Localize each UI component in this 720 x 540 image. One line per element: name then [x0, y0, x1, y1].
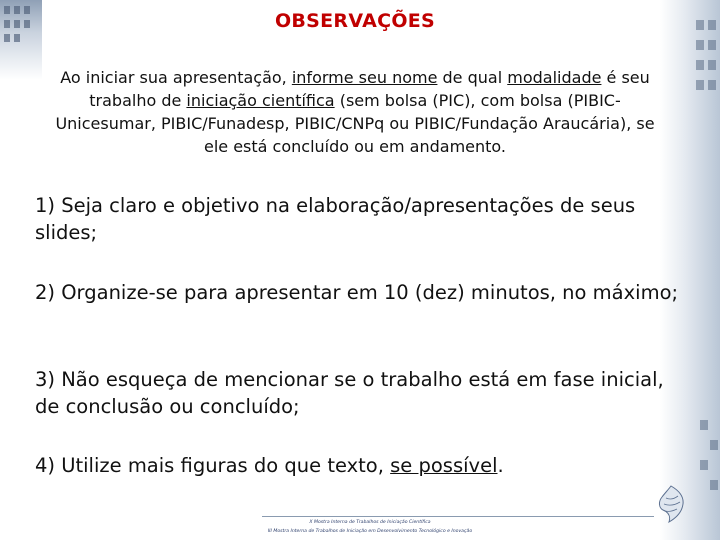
- page-title: OBSERVAÇÕES: [274, 10, 436, 32]
- intro-underline-scientific: iniciação científica: [186, 91, 335, 110]
- list-item-4-underline: se possível: [390, 454, 498, 477]
- list-item-1: 1) Seja claro e objetivo na elaboração/apresentações de seus slides;: [35, 194, 636, 244]
- list-item-4: [35, 452, 685, 479]
- footer-line-1: X Mostra Interna de Trabalhos de Iniciação Científica: [309, 520, 431, 525]
- intro-underline-modality: modalidade: [507, 68, 602, 87]
- list-item-2: 2) Organize-se para apresentar em 10 (dez) minutos, no máximo;: [35, 281, 679, 304]
- footer-divider: [262, 516, 654, 517]
- list-item-3: 3) Não esqueça de mencionar se o trabalho está em fase inicial, de conclusão ou concluído;: [35, 368, 664, 418]
- intro-underline-name: informe seu nome: [291, 68, 438, 87]
- list-item-4-end: .: [497, 454, 504, 477]
- intro-paragraph: [42, 66, 668, 158]
- intro-text-2: de qual: [437, 68, 508, 87]
- intro-text-1: Ao iniciar sua apresentação,: [60, 68, 292, 87]
- intro-text-3: é seu trabalho de: [89, 68, 650, 110]
- footer-line-2: III Mostra Interna de Trabalhos de Iniciação em Desenvolvimento Tecnológico e Inovação: [267, 529, 473, 534]
- institution-logo-icon: [654, 484, 688, 524]
- list-item-4-text: 4) Utilize mais figuras do que texto,: [35, 454, 391, 477]
- intro-text-4: (sem bolsa (PIC), com bolsa (PIBIC-Unicesumar, PIBIC/Funadesp, PIBIC/CNPq ou PIBIC/Fundação Araucária), se ele está concluído ou em andamento.: [55, 91, 655, 156]
